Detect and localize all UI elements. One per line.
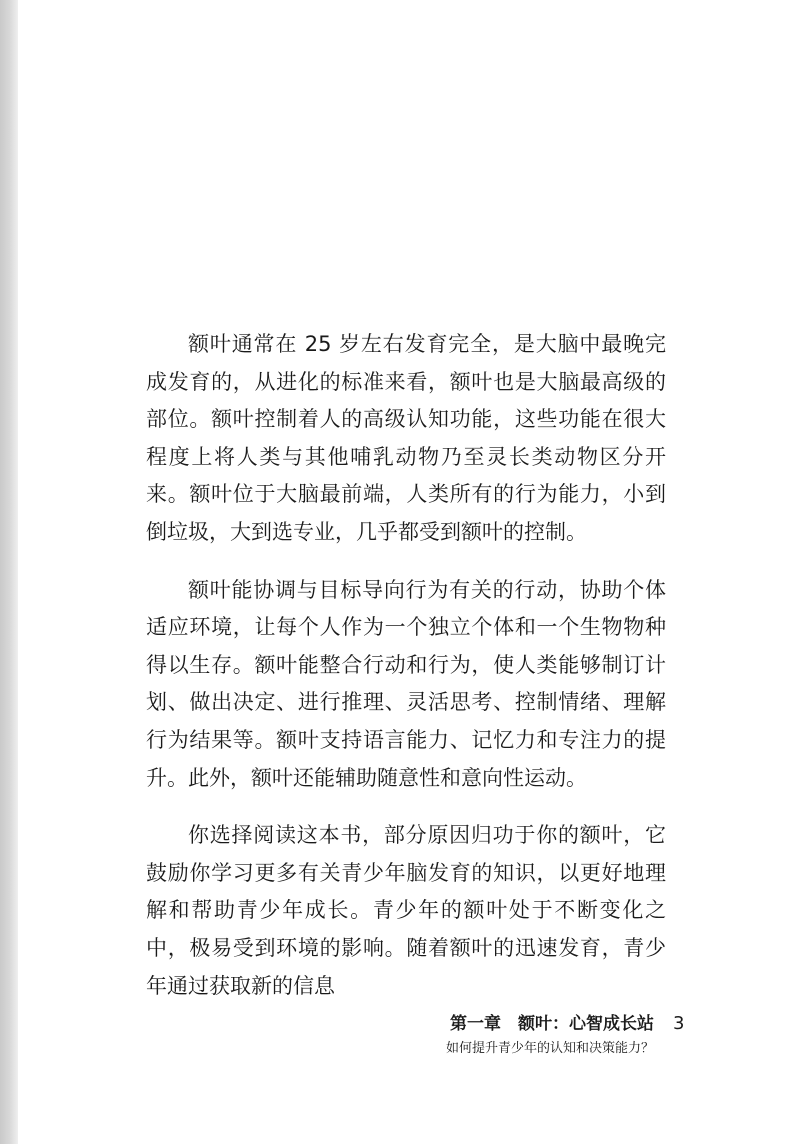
body-text — [146, 326, 666, 1025]
paragraph-2: 额叶能协调与目标导向行为有关的行动，协助个体适应环境，让每个人作为一个独立个体和一个生物物种得以生存。额叶能整合行动和行为，使人类能够制订计划、做出决定、进行推理、灵活思考、控制情绪、理解行为结果等。额叶支持语言能力、记忆力和专注力的提升。此外，额叶还能辅助随意性和意向性运动。 — [146, 577, 666, 790]
running-footer — [446, 1012, 654, 1060]
chapter-subtitle: 如何提升青少年的认知和决策能力？ — [445, 1041, 654, 1056]
page-number: 3 — [673, 1013, 685, 1034]
page-spine-shadow — [0, 0, 18, 1144]
paragraph-1: 额叶通常在 25 岁左右发育完全，是大脑中最晚完成发育的，从进化的标准来看，额叶也是大脑最高级的部位。额叶控制着人的高级认知功能，这些功能在很大程度上将人类与其他哺乳动物乃至灵长类动物区分开来。额叶位于大脑最前端，人类所有的行为能力，小到倒垃圾，大到选专业，几乎都受到额叶的控制。 — [146, 332, 666, 544]
chapter-title: 第一章 额叶：心智成长站 — [450, 1014, 654, 1034]
paragraph-3: 你选择阅读这本书，部分原因归功于你的额叶，它鼓励你学习更多有关青少年脑发育的知识，以更好地理解和帮助青少年成长。青少年的额叶处于不断变化之中，极易受到环境的影响。随着额叶的迅速发育，青少年通过获取新的信息 — [146, 823, 666, 998]
